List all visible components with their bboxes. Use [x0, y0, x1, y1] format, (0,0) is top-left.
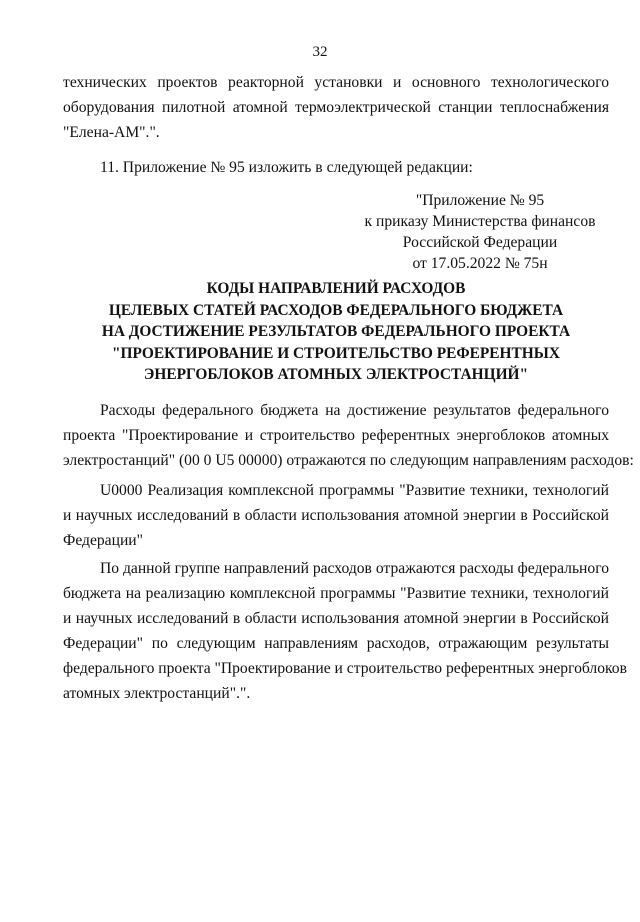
heading-line: КОДЫ НАПРАВЛЕНИЙ РАСХОДОВ — [206, 280, 466, 297]
intro-line: технических проектов реакторной установки и основного технологического — [63, 74, 609, 91]
item-11-paragraph — [63, 155, 609, 180]
paragraph-expenses — [63, 398, 634, 473]
page-number: 32 — [312, 44, 328, 60]
intro-line: "Елена-АМ".". — [63, 124, 160, 141]
paragraph-line: и научных исследований в области использования атомной энергии в Российской — [63, 610, 609, 627]
item-11-text: 11. Приложение № 95 изложить в следующей редакции: — [100, 159, 473, 176]
intro-paragraph — [63, 70, 609, 145]
paragraph-line: Расходы федерального бюджета на достижение результатов федерального — [100, 402, 609, 419]
document-heading — [63, 278, 609, 386]
paragraph-line: атомных электростанций".". — [63, 685, 251, 702]
annex-reference — [330, 190, 630, 274]
paragraph-u0000 — [63, 478, 609, 553]
paragraph-line: Федерации" по следующим направлениям расходов, отражающим результаты — [63, 635, 609, 652]
paragraph-line: и научных исследований в области использования атомной энергии в Российской — [63, 507, 609, 524]
intro-line: оборудования пилотной атомной термоэлектрической станции теплоснабжения — [63, 99, 609, 116]
heading-line: ЭНЕРГОБЛОКОВ АТОМНЫХ ЭЛЕКТРОСТАНЦИЙ" — [143, 366, 529, 383]
paragraph-line: По данной группе направлений расходов отражаются расходы федерального — [100, 560, 609, 577]
annex-line: "Приложение № 95 — [415, 192, 545, 209]
paragraph-line: Федерации" — [63, 532, 144, 549]
paragraph-line: проекта "Проектирование и строительство референтных энергоблоков атомных — [63, 427, 609, 444]
heading-line: "ПРОЕКТИРОВАНИЕ И СТРОИТЕЛЬСТВО РЕФЕРЕНТНЫХ — [112, 344, 560, 362]
annex-line: Российской Федерации — [402, 234, 558, 251]
heading-line: ЦЕЛЕВЫХ СТАТЕЙ РАСХОДОВ ФЕДЕРАЛЬНОГО БЮДЖЕТА — [108, 301, 564, 319]
paragraph-line: U0000 Реализация комплексной программы "Развитие техники, технологий — [100, 482, 609, 499]
paragraph-group — [63, 556, 627, 706]
paragraph-line: электростанций" (00 0 U5 00000) отражаются по следующим направлениям расходов: — [63, 452, 634, 469]
paragraph-line: бюджета на реализацию комплексной программы "Развитие техники, технологий — [63, 585, 609, 602]
annex-line: к приказу Министерства финансов — [364, 213, 596, 230]
annex-line: от 17.05.2022 № 75н — [412, 255, 548, 272]
paragraph-line: федерального проекта "Проектирование и строительство референтных энергоблоков — [63, 660, 627, 677]
heading-line: НА ДОСТИЖЕНИЕ РЕЗУЛЬТАТОВ ФЕДЕРАЛЬНОГО ПРОЕКТА — [101, 323, 571, 340]
